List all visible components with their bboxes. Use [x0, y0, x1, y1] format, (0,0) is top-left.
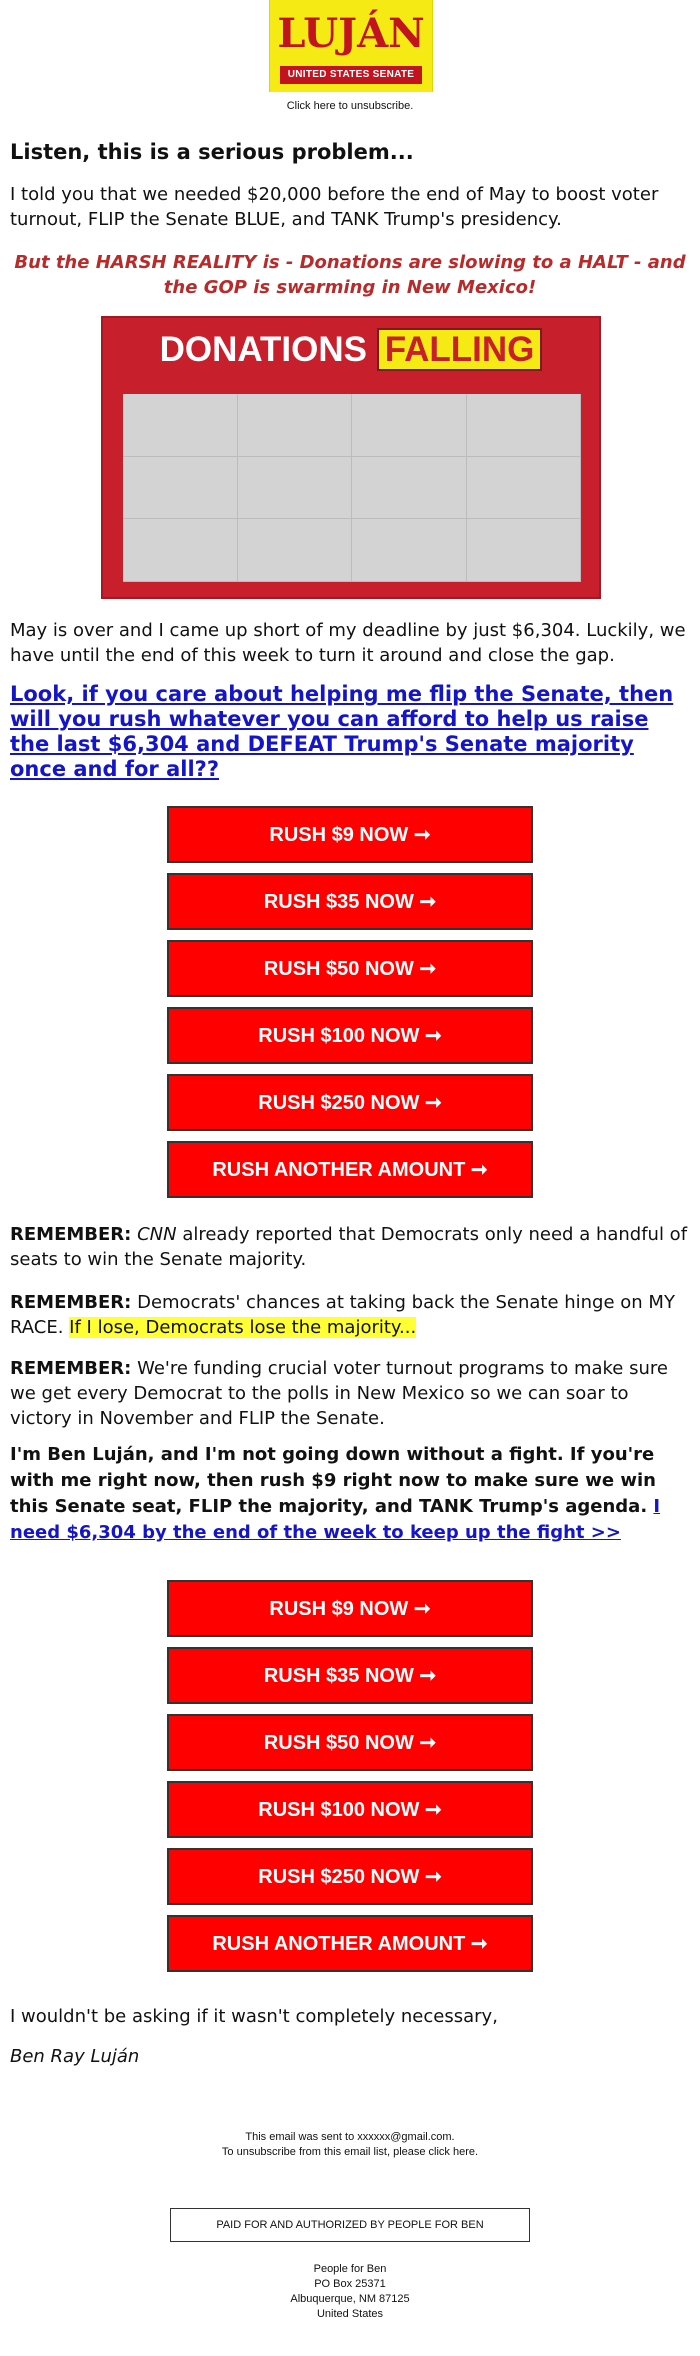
rush-250-button-2[interactable]: RUSH $250 NOW ➞	[167, 1848, 533, 1905]
rush-35-button[interactable]: RUSH $35 NOW ➞	[167, 873, 533, 930]
graphic-grid	[123, 394, 581, 582]
campaign-logo[interactable]	[269, 0, 433, 92]
graphic-title-part1: DONATIONS	[159, 330, 367, 369]
rush-9-button-2[interactable]: RUSH $9 NOW ➞	[167, 1580, 533, 1637]
graphic-title	[103, 328, 599, 372]
unsubscribe-footer-link[interactable]: To unsubscribe from this email list, please click here.	[221, 2146, 479, 2158]
reminder-2-highlight: If I lose, Democrats lose the majority...	[69, 1317, 417, 1338]
reminder-source: CNN	[137, 1224, 177, 1245]
rush-50-button[interactable]: RUSH $50 NOW ➞	[167, 940, 533, 997]
address-line-2: PO Box 25371	[314, 2278, 386, 2290]
reminder-1	[10, 1222, 690, 1272]
rush-50-button-2[interactable]: RUSH $50 NOW ➞	[167, 1714, 533, 1771]
signature: Ben Ray Luján	[10, 2046, 140, 2067]
reminder-1-text: already reported that Democrats only need a handful of seats to win the Senate majority.	[10, 1224, 688, 1270]
appeal-text: I'm Ben Luján, and I'm not going down without a fight. If you're with me right now, then rush $9 right now to make sure we win this Senate seat, FLIP the majority, and TANK Trump's agenda.	[10, 1444, 656, 1517]
donations-falling-graphic[interactable]	[101, 316, 601, 599]
graphic-title-highlight: FALLING	[377, 328, 543, 371]
ask-link[interactable]: Look, if you care about helping me flip the Senate, then will you rush whatever you can afford to help us raise the last $6,304 and DEFEAT Trump's Senate majority once and for all??	[10, 682, 674, 781]
rush-250-button[interactable]: RUSH $250 NOW ➞	[167, 1074, 533, 1131]
reminder-label: REMEMBER:	[10, 1292, 132, 1313]
paid-for-disclaimer: PAID FOR AND AUTHORIZED BY PEOPLE FOR BEN	[170, 2208, 530, 2242]
logo-panel	[269, 0, 433, 92]
alert-text: But the HARSH REALITY is - Donations are slowing to a HALT - and the GOP is swarming in New Mexico!	[14, 252, 686, 298]
reminder-label: REMEMBER:	[10, 1358, 132, 1379]
reminder-3	[10, 1356, 690, 1431]
sent-to-text: This email was sent to xxxxxx@gmail.com.	[245, 2131, 455, 2143]
unsubscribe-link-top[interactable]: Click here to unsubscribe.	[286, 100, 414, 112]
appeal-link[interactable]: I need $6,304 by the end of the week to keep up the fight >>	[10, 1496, 661, 1543]
address-line-4: United States	[316, 2308, 384, 2320]
headline: Listen, this is a serious problem...	[10, 140, 414, 164]
reminder-2	[10, 1290, 690, 1340]
reminder-2-text: Democrats' chances at taking back the Senate hinge on MY RACE.	[10, 1292, 675, 1338]
rush-another-amount-button[interactable]: RUSH ANOTHER AMOUNT ➞	[167, 1141, 533, 1198]
rush-9-button[interactable]: RUSH $9 NOW ➞	[167, 806, 533, 863]
logo-name: LUJÁN	[277, 10, 425, 57]
address-line-1: People for Ben	[313, 2263, 387, 2275]
rush-100-button[interactable]: RUSH $100 NOW ➞	[167, 1007, 533, 1064]
closing-line: I wouldn't be asking if it wasn't completely necessary,	[10, 2006, 498, 2027]
personal-appeal	[10, 1442, 690, 1546]
logo-tagline: UNITED STATES SENATE	[280, 66, 422, 84]
rush-100-button-2[interactable]: RUSH $100 NOW ➞	[167, 1781, 533, 1838]
rush-another-amount-button-2[interactable]: RUSH ANOTHER AMOUNT ➞	[167, 1915, 533, 1972]
intro-paragraph: I told you that we needed $20,000 before the end of May to boost voter turnout, FLIP the Senate BLUE, and TANK Trump's presidency.	[10, 184, 659, 230]
reminder-3-text: We're funding crucial voter turnout programs to make sure we get every Democrat to the polls in New Mexico so we can soar to victory in November and FLIP the Senate.	[10, 1358, 668, 1429]
reminder-label: REMEMBER:	[10, 1224, 132, 1245]
deadline-paragraph: May is over and I came up short of my deadline by just $6,304. Luckily, we have until the end of this week to turn it around and close the gap.	[10, 620, 686, 666]
rush-35-button-2[interactable]: RUSH $35 NOW ➞	[167, 1647, 533, 1704]
address-line-3: Albuquerque, NM 87125	[290, 2293, 410, 2305]
